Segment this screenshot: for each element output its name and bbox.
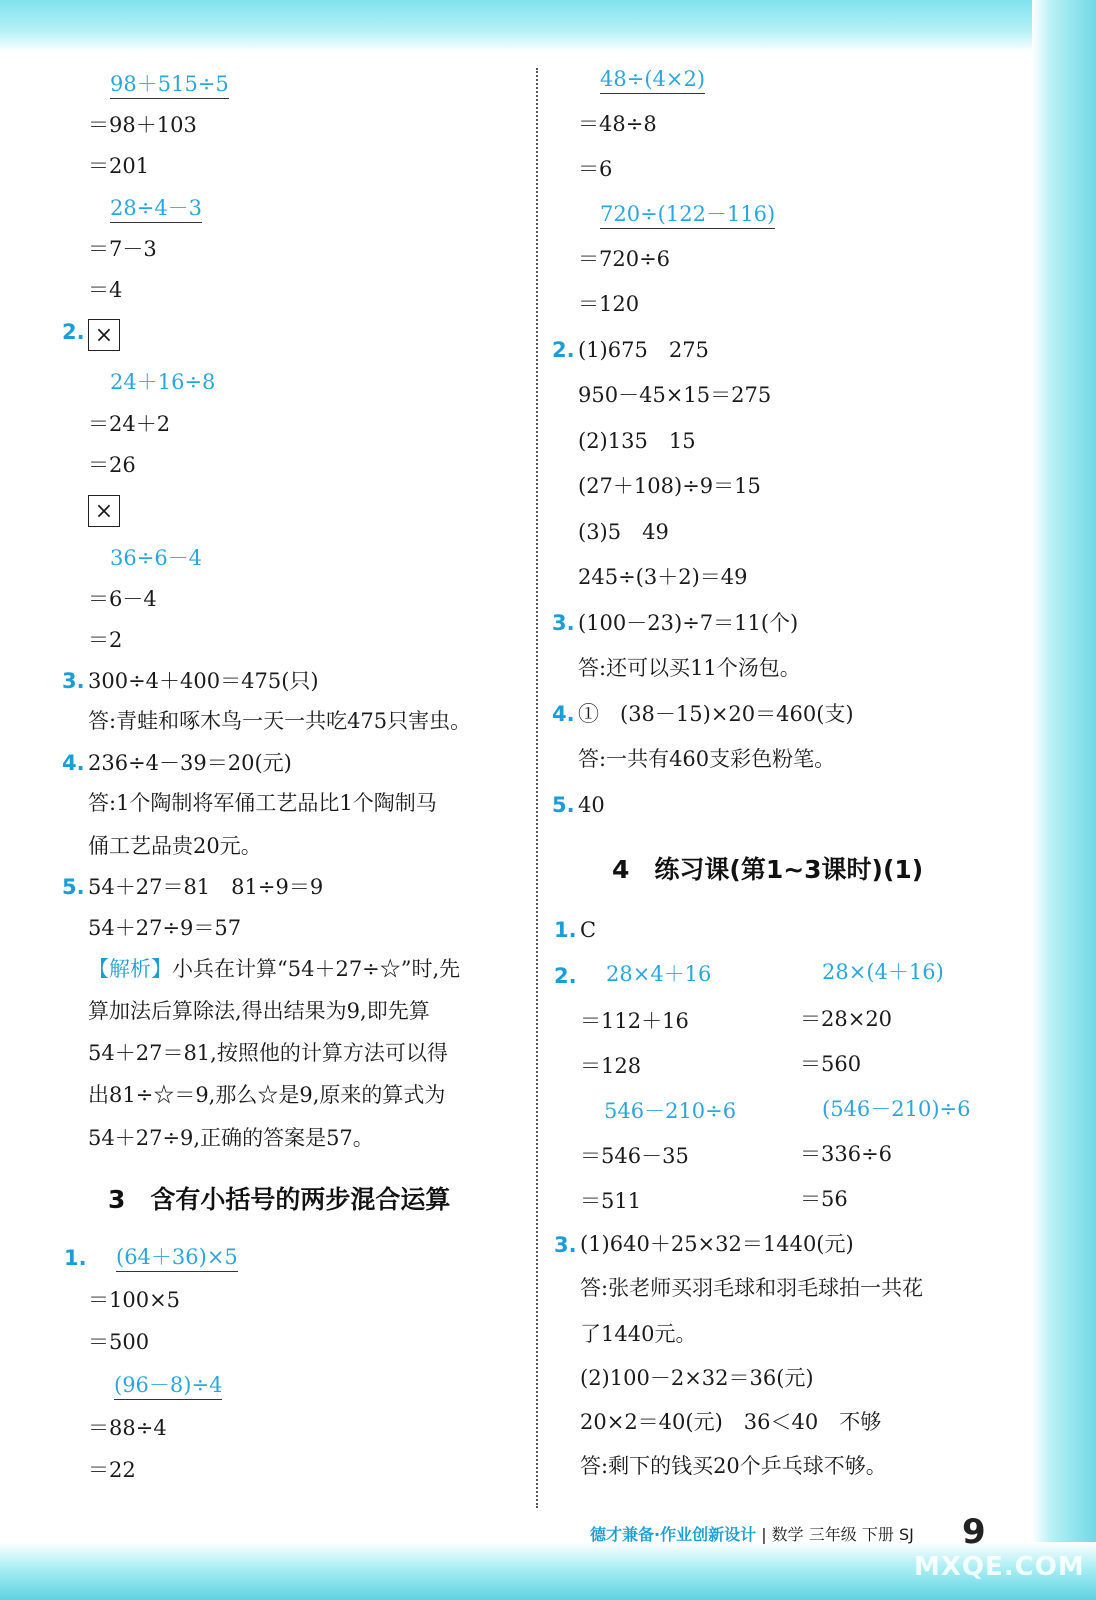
footer-brand: 德才兼备·作业创新设计 — [590, 1525, 757, 1544]
step: ＝26 — [88, 453, 136, 477]
right-wave-border — [1032, 0, 1096, 1600]
cross-icon: × — [94, 498, 114, 524]
question-number: 3. — [62, 669, 85, 693]
step: ＝28×20 — [800, 1007, 893, 1031]
answer: 答:张老师买羽毛球和羽毛球拍一共花 — [580, 1276, 924, 1300]
wrong-mark-box — [88, 319, 120, 351]
question-number: 1. — [554, 918, 577, 942]
expression: 28×(4＋16) — [822, 960, 944, 984]
expression: 24＋16÷8 — [110, 370, 216, 394]
answer: (1)675 275 — [578, 338, 709, 362]
step: ＝201 — [88, 154, 150, 178]
step: ＝88÷4 — [88, 1416, 167, 1440]
step: ＝24＋2 — [88, 412, 171, 436]
step: ＝560 — [800, 1052, 862, 1076]
question-number: 4. — [552, 702, 575, 726]
question-number: 4. — [62, 751, 85, 775]
equation: (27＋108)÷9＝15 — [578, 474, 761, 498]
equation: 54＋27＝81 81÷9＝9 — [88, 875, 324, 899]
answer: 了1440元。 — [580, 1322, 697, 1346]
section-heading: 3 含有小括号的两步混合运算 — [108, 1185, 451, 1214]
answer: 答:青蛙和啄木鸟一天一共吃475只害虫。 — [88, 709, 472, 733]
top-wave-border — [0, 0, 1096, 52]
watermark: MXQE.COM — [914, 1552, 1085, 1582]
equation: (100－23)÷7＝11(个) — [578, 611, 799, 635]
expression: (546－210)÷6 — [822, 1097, 971, 1121]
step: ＝120 — [578, 292, 640, 316]
equation: 236÷4－39＝20(元) — [88, 751, 292, 775]
answer: 答:一共有460支彩色粉笔。 — [578, 747, 836, 771]
step: ＝112＋16 — [580, 1009, 689, 1033]
footer-grade: 三年级 — [808, 1525, 857, 1544]
column-divider — [536, 68, 538, 1508]
analysis: 出81÷☆＝9,那么☆是9,原来的算式为 — [88, 1083, 446, 1107]
step: ＝511 — [580, 1189, 642, 1213]
equation: 20×2＝40(元) 36＜40 不够 — [580, 1410, 882, 1434]
answer: 答:还可以买11个汤包。 — [578, 656, 801, 680]
step: ＝546－35 — [580, 1144, 689, 1168]
step: ＝7－3 — [88, 237, 157, 261]
question-number: 5. — [552, 793, 575, 817]
expression: (96－8)÷4 — [114, 1371, 222, 1399]
question-number: 5. — [62, 875, 85, 899]
step: ＝56 — [800, 1187, 848, 1211]
expression: 720÷(122－116) — [600, 200, 775, 228]
expression: 98＋515÷5 — [110, 70, 229, 98]
step: ＝500 — [88, 1330, 150, 1354]
section-heading: 4 练习课(第1~3课时)(1) — [612, 855, 924, 884]
step: ＝2 — [88, 628, 123, 652]
step: ＝6－4 — [88, 587, 157, 611]
footer-separator: | — [761, 1525, 767, 1544]
step: ＝98＋103 — [88, 113, 197, 137]
footer-edition: SJ — [899, 1525, 914, 1544]
question-number: 1. — [64, 1246, 87, 1270]
step: ＝6 — [578, 157, 613, 181]
step: ＝128 — [580, 1054, 642, 1078]
answer: C — [580, 918, 597, 942]
equation: ① (38－15)×20＝460(支) — [578, 702, 854, 726]
answer: (2)135 15 — [578, 429, 696, 453]
step: ＝22 — [88, 1458, 136, 1482]
cross-icon: × — [94, 322, 114, 348]
question-number: 2. — [62, 320, 85, 344]
step: ＝720÷6 — [578, 247, 671, 271]
answer: (3)5 49 — [578, 520, 669, 544]
expression: 36÷6－4 — [110, 546, 203, 570]
analysis: 54＋27＝81,按照他的计算方法可以得 — [88, 1041, 448, 1065]
analysis-tag: 【解析】 — [88, 957, 172, 981]
expression: 28÷4－3 — [110, 194, 202, 222]
equation: 54＋27÷9＝57 — [88, 916, 242, 940]
expression: 28×4＋16 — [606, 962, 712, 986]
expression: (64＋36)×5 — [116, 1243, 238, 1271]
equation: (2)100－2×32＝36(元) — [580, 1366, 814, 1390]
step: ＝4 — [88, 278, 123, 302]
analysis: 算加法后算除法,得出结果为9,即先算 — [88, 999, 430, 1023]
answer: 俑工艺品贵20元。 — [88, 834, 262, 858]
analysis: 【解析】小兵在计算“54＋27÷☆”时,先 — [88, 957, 461, 981]
answer: 答:剩下的钱买20个乒乓球不够。 — [580, 1454, 887, 1478]
equation: (1)640＋25×32＝1440(元) — [580, 1232, 854, 1256]
analysis: 54＋27÷9,正确的答案是57。 — [88, 1126, 374, 1150]
step: ＝100×5 — [88, 1288, 181, 1312]
footer — [590, 1524, 914, 1546]
step: ＝336÷6 — [800, 1142, 893, 1166]
question-number: 2. — [554, 964, 577, 988]
expression: 48÷(4×2) — [600, 65, 705, 93]
equation: 950－45×15＝275 — [578, 383, 772, 407]
page-number: 9 — [962, 1512, 986, 1552]
question-number: 3. — [554, 1233, 577, 1257]
question-number: 2. — [552, 338, 575, 362]
answer: 40 — [578, 793, 605, 817]
expression: 546－210÷6 — [604, 1099, 737, 1123]
equation: 245÷(3＋2)＝49 — [578, 565, 748, 589]
step: ＝48÷8 — [578, 112, 657, 136]
equation: 300÷4＋400＝475(只) — [88, 669, 319, 693]
footer-volume: 下册 — [861, 1525, 894, 1544]
footer-subject: 数学 — [771, 1525, 804, 1544]
answer: 答:1个陶制将军俑工艺品比1个陶制马 — [88, 791, 437, 815]
wrong-mark-box — [88, 495, 120, 527]
question-number: 3. — [552, 611, 575, 635]
